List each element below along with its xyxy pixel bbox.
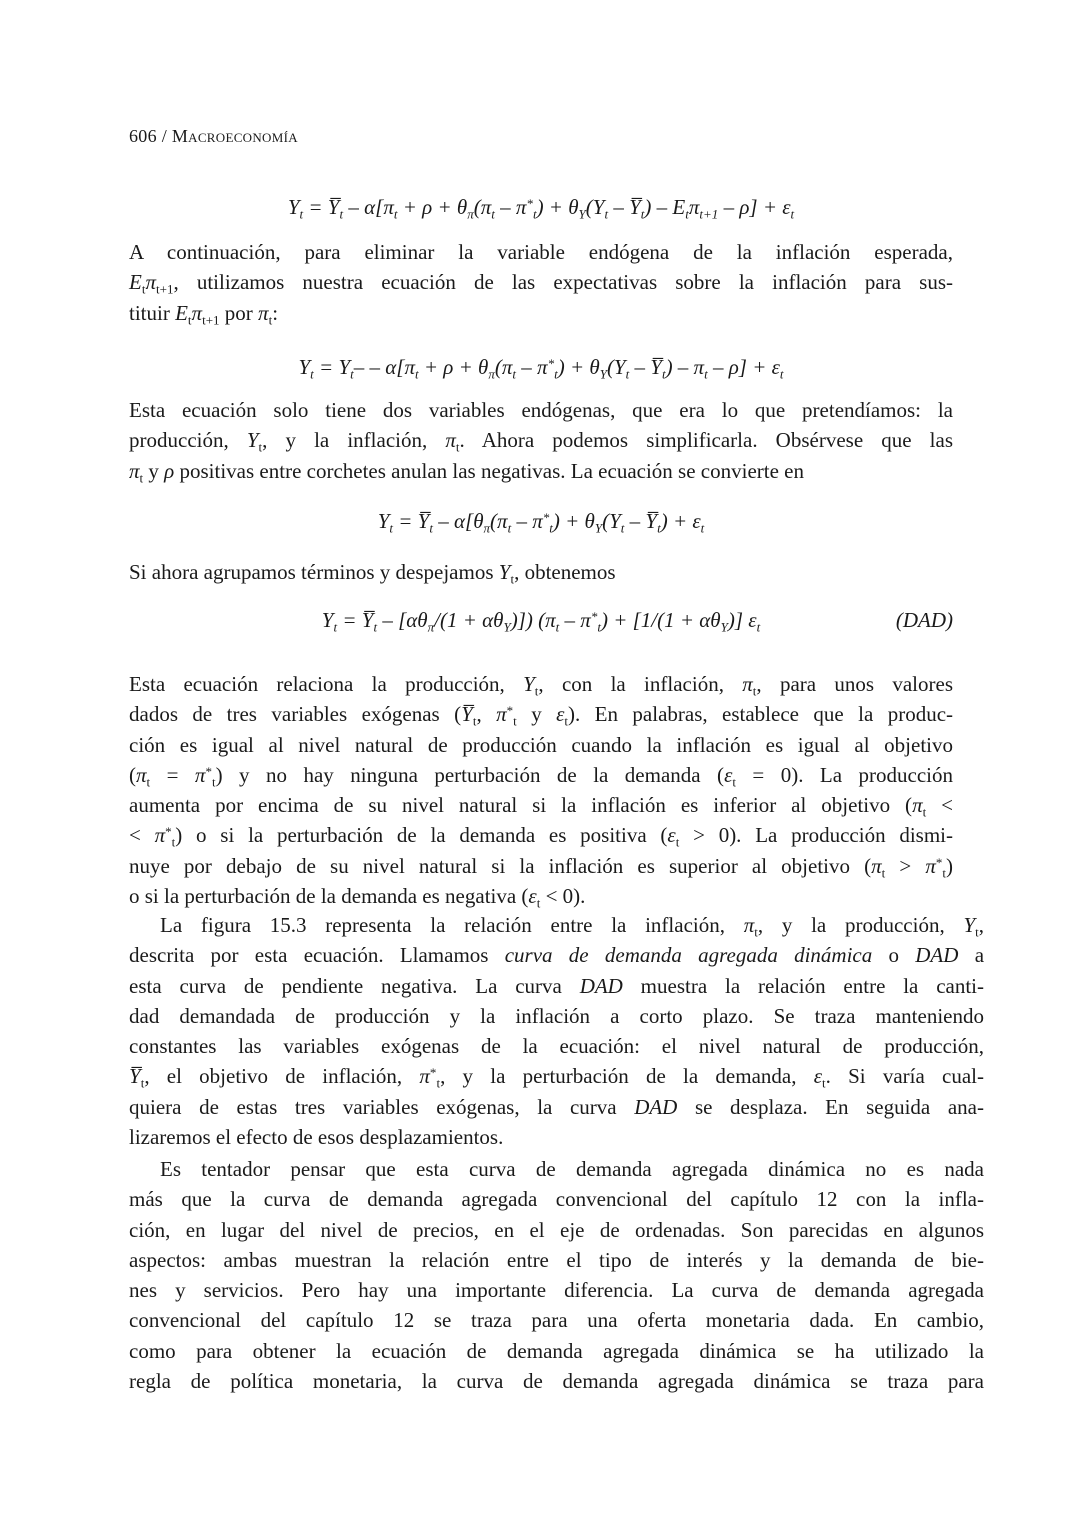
text-line: producción, $Y_t$, y la inflación, $\pi_t$. Ahora podemos simplificarla. Obsérvese que las [129,428,953,455]
equation-label: (DAD) [895,608,953,632]
text-line: tituir $E_t\pi_{t+1}$ por $\pi_t$: [129,300,279,328]
text-line: $(\pi_t = \pi^*_t)$ y no hay ninguna perturbación de la demanda $(\varepsilon_t = 0)$. La producción [129,762,953,790]
text-line: o si la perturbación de la demanda es negativa $(\varepsilon_t < 0)$. [129,884,586,911]
text-line: convencional del capítulo 12 se traza para una oferta monetaria dada. En cambio, [129,1308,984,1333]
book-title: Macroeconomía [171,126,298,146]
header-separator: / [161,126,168,146]
paragraph-6 [129,1154,984,1396]
equation-dad: $Y_t$ = $Y̅_t - [\alpha\theta_\pi/(1 + \alpha\theta_Y)]$) $(\pi_t - \pi^*_t) + [1/(1 + \alpha\theta_Y)]$ $\varepsilon_t$ [321,608,761,635]
text-line: Esta ecuación solo tiene dos variables endógenas, que era lo que pretendíamos: la [129,398,953,422]
text-line: más que la curva de demanda agregada convencional del capítulo 12 con la infla- [129,1187,984,1212]
text-line: Es tentador pensar que esta curva de demanda agregada dinámica no es nada [160,1157,984,1181]
text-line: constantes las variables exógenas de la ecuación: el nivel natural de producción, [129,1034,984,1059]
equation-3: $Y_t$ = $Y̅_t - \alpha[\theta_\pi(\pi_t - \pi^*_t) + \theta_Y(Y_t$ – $Y̅_t) + \varepsilon_t$ [377,509,705,536]
text-line: A continuación, para eliminar la variable endógena de la inflación esperada, [129,240,953,264]
text-line: aspectos: ambas muestran la relación entre el tipo de interés y la demanda de bie- [129,1247,984,1272]
text-line: Esta ecuación relaciona la producción, $Y_t$, con la inflación, $\pi_t$, para unos valores [129,672,954,699]
text-line: como para obtener la ecuación de demanda agregada dinámica se ha utilizado la [129,1338,984,1363]
text-line: $E_t\pi_{t+1}$, utilizamos nuestra ecuación de las expectativas sobre la inflación para sus- [129,270,953,297]
paragraph-2 [129,395,953,486]
equation-dad-row [129,605,953,635]
text-line: $\pi_t$ y ρ positivas entre corchetes anulan las negativas. La ecuación se convierte en [129,458,804,486]
text-line: < $\pi^*_t$) o si la perturbación de la demanda es positiva $(\varepsilon_t > 0)$. La producción dismi- [129,823,954,851]
text-line: $Y̅_t$, el objetivo de inflación, $\pi^*_t$, y la perturbación de la demanda, $\varepsilon_t$. Si varía cual- [129,1064,984,1092]
text-line: La figura 15.3 representa la relación entre la inflación, $\pi_t$, y la producción, $Y_t$, [160,913,984,940]
paragraph-4 [129,669,953,911]
page-number: 606 [129,126,157,146]
text-line: nes y servicios. Pero hay una importante diferencia. La curva de demanda agregada [129,1278,984,1303]
paragraph-1 [129,237,953,328]
equation-2: $Y_t = Y_t- - \alpha[\pi_t + \rho + \theta_\pi(\pi_t - \pi^*_t) + \theta_Y(Y_t$ – $Y̅_t) - \pi_t - \rho] + \varepsilon_t$ [298,355,784,382]
text-line: dados de tres variables exógenas ($Y̅_t$, $\pi^*_t$ y $\varepsilon_t$). En palabras, establece que la produc- [129,702,954,729]
text-line: ción es igual al nivel natural de producción cuando la inflación es igual al objetivo [129,732,953,757]
paragraph-5 [129,910,984,1152]
text-line: quiera de estas tres variables exógenas, la curva DAD se desplaza. En seguida ana- [129,1094,984,1119]
text-line: dad demandada de producción y la inflación a corto plazo. Se traza manteniendo [129,1003,984,1028]
text-line: aumenta por encima de su nivel natural si la inflación es inferior al objetivo ($\pi_t$ < [129,793,954,820]
paragraph-3 [129,557,953,587]
equation-1: $Y_t$ = $Y̅_t - \alpha[\pi_t + \rho + \theta_\pi(\pi_t - \pi^*_t) + \theta_Y(Y_t$ – $Y̅_t) - E_t\pi_{t+1} - \rho] + \varepsilon_t$ [287,195,795,222]
text-line: Si ahora agrupamos términos y despejamos $Y_t$, obtenemos [129,560,616,587]
text-line: lizaremos el efecto de esos desplazamientos. [129,1125,504,1150]
text-line: nuye por debajo de su nivel natural si la inflación es superior al objetivo $(\pi_t > \pi^*_t)$ [129,853,953,881]
text-line: esta curva de pendiente negativa. La curva DAD muestra la relación entre la canti- [129,973,984,998]
running-header [129,126,298,147]
text-line: ción, en lugar del nivel de precios, en el eje de ordenadas. Son parecidas en algunos [129,1217,984,1242]
text-line: descrita por esta ecuación. Llamamos curva de demanda agregada dinámica o DAD a [129,943,985,968]
text-line: regla de política monetaria, la curva de demanda agregada dinámica se traza para [129,1369,984,1394]
